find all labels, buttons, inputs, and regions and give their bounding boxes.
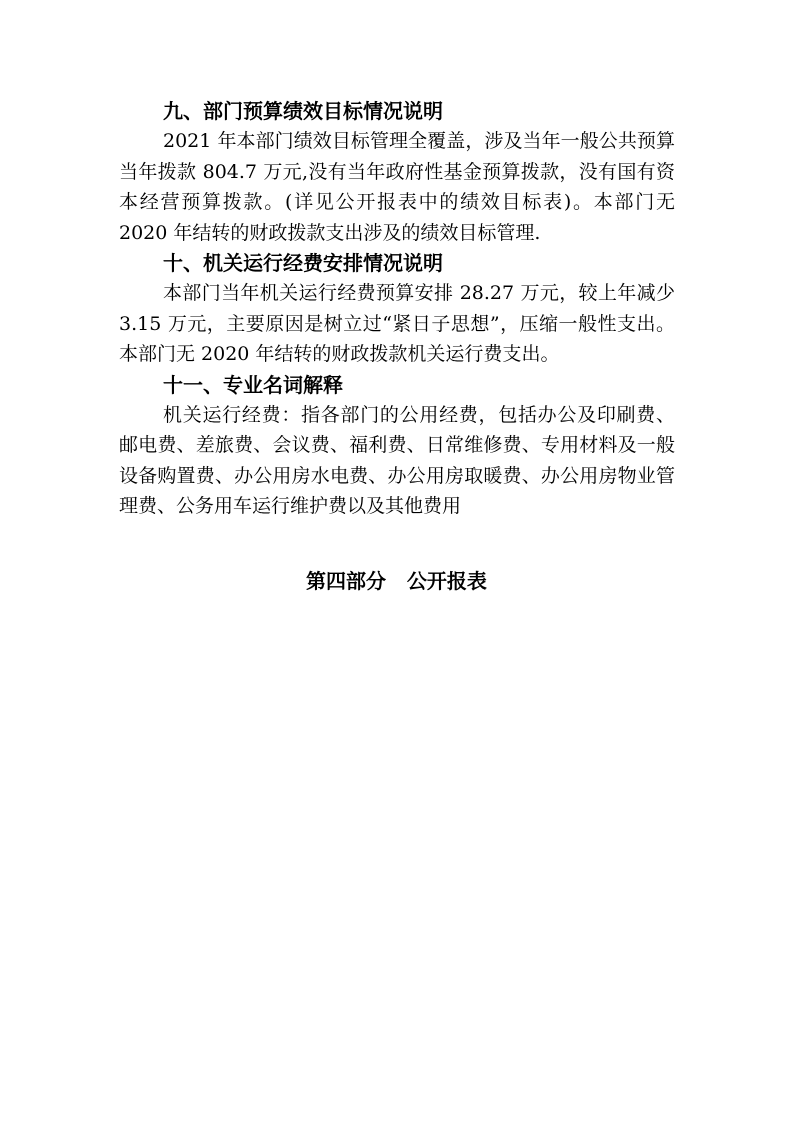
part-title: 第四部分 公开报表 [306, 569, 487, 593]
paragraph-line: 费、邮电费、差旅费、会议费、福利费、日常维修费、专用 [119, 403, 675, 456]
section-operating-expenses [119, 248, 675, 370]
paragraph-line: 般性支出。本部门无 2020 年结转的财政拨款机关运行费支 [119, 312, 675, 365]
section-heading: 十、机关运行经费安排情况说明 [163, 251, 443, 275]
paragraph-line: 出。 [521, 343, 560, 365]
paragraph-line: 表)。本部门无 2020 年结转的财政拨款支出涉及的绩效目标 [119, 191, 675, 244]
paragraph-line: 减少 3.15 万元，主要原因是树立过“紧日子思想”，压缩一 [119, 282, 675, 335]
section-glossary [119, 370, 675, 522]
section-paragraph [119, 126, 675, 248]
paragraph-line: 机关运行经费：指各部门的公用经费，包括办公及印刷 [163, 403, 637, 426]
document-content [119, 96, 675, 522]
section-performance-goals [119, 96, 675, 248]
section-paragraph [119, 278, 675, 370]
section-heading: 九、部门预算绩效目标情况说明 [163, 99, 443, 123]
section-heading: 十一、专业名词解释 [163, 372, 343, 397]
paragraph-line: 2021 年本部门绩效目标管理全覆盖，涉及当年一般公共 [163, 130, 637, 152]
paragraph-line: 没有国有资本经营预算拨款。(详见公开报表中的绩效目标 [119, 160, 675, 213]
section-paragraph [119, 400, 675, 522]
paragraph-line: 材料及一般设备购置费、办公用房水电费、办公用房取暖费、 [119, 434, 675, 487]
paragraph-line: 办公用房物业管理费、公务用车运行维护费以及其他费用 [119, 464, 675, 517]
paragraph-line: 本部门当年机关运行经费预算安排 28.27 万元，较上年 [163, 282, 637, 304]
paragraph-line: 预算当年拨款 804.7 万元,没有当年政府性基金预算拨款， [119, 130, 675, 183]
paragraph-line: 管理. [496, 221, 541, 244]
